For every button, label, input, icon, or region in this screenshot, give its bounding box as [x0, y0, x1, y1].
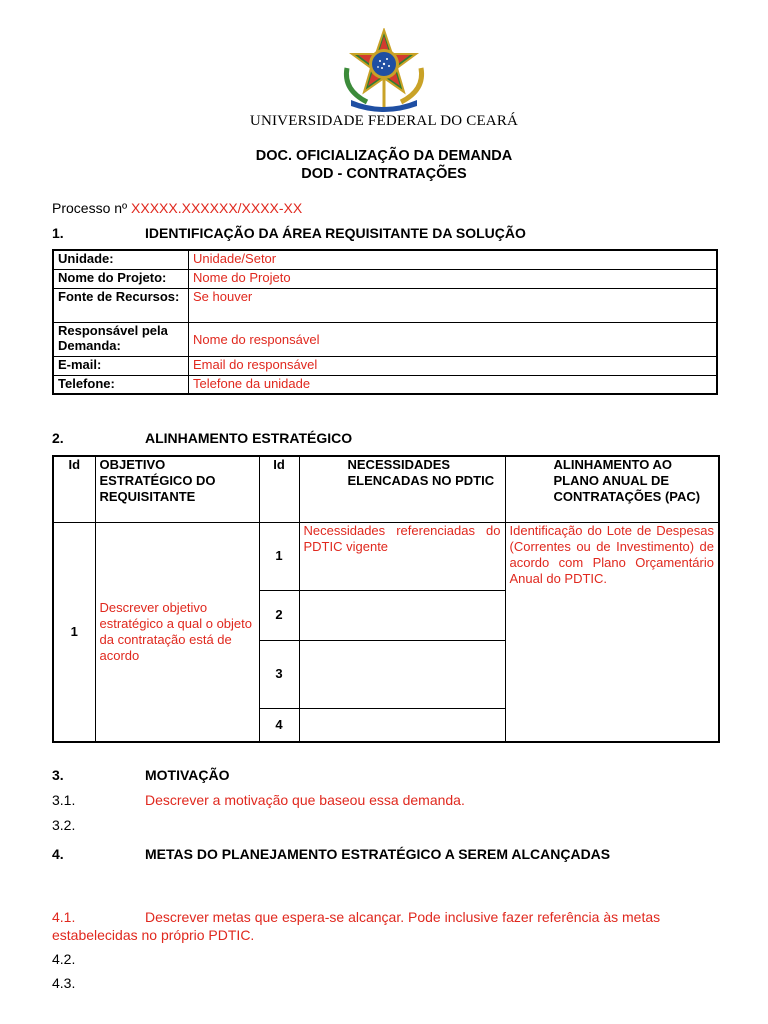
document-title: DOC. OFICIALIZAÇÃO DA DEMANDA — [255, 148, 513, 164]
requesting-area-table — [52, 249, 718, 395]
motivation-item-2 — [52, 817, 145, 833]
item-number: 4.2. — [52, 951, 76, 967]
goals-item-2 — [52, 951, 145, 967]
process-number: XXXXX.XXXXXX/XXXX-XX — [131, 200, 303, 216]
need-empty — [299, 590, 505, 640]
header-id: Id — [53, 456, 95, 522]
field-label: Nome do Projeto: — [53, 269, 189, 288]
table-row — [53, 269, 717, 288]
field-label: Responsável pela Demanda: — [53, 322, 189, 356]
field-value: Nome do responsável — [189, 322, 718, 356]
field-label: Fonte de Recursos: — [53, 288, 189, 322]
objective-id: 1 — [53, 522, 95, 742]
document-subtitle: DOD - CONTRATAÇÕES — [301, 166, 467, 182]
field-label: Telefone: — [53, 375, 189, 394]
field-label: E-mail: — [53, 356, 189, 375]
header-objective: OBJETIVO ESTRATÉGICO DO REQUISITANTE — [95, 456, 259, 522]
table-row — [53, 322, 717, 356]
section-number: 1. — [52, 225, 64, 241]
need-empty — [299, 640, 505, 708]
item-text: Descrever a motivação que baseou essa demanda. — [145, 792, 465, 808]
header-id: Id — [259, 456, 299, 522]
motivation-item-1 — [52, 792, 465, 808]
section-1-heading — [52, 225, 526, 241]
item-text: Descrever metas que espera-se alcançar. Pode inclusive fazer referência às metas — [145, 909, 661, 925]
field-value: Nome do Projeto — [189, 269, 718, 288]
need-id: 2 — [259, 590, 299, 640]
section-title: METAS DO PLANEJAMENTO ESTRATÉGICO A SEREM ALCANÇADAS — [145, 846, 611, 862]
strategic-alignment-table — [52, 455, 720, 743]
section-number: 3. — [52, 767, 64, 783]
section-title: ALINHAMENTO ESTRATÉGICO — [145, 430, 353, 446]
university-name: UNIVERSIDADE FEDERAL DO CEARÁ — [249, 113, 519, 129]
field-value: Email do responsável — [189, 356, 718, 375]
item-number: 3.1. — [52, 792, 76, 808]
field-value: Telefone da unidade — [189, 375, 718, 394]
section-title: IDENTIFICAÇÃO DA ÁREA REQUISITANTE DA SOLUÇÃO — [145, 225, 526, 241]
section-number: 2. — [52, 430, 64, 446]
table-row — [53, 250, 717, 269]
need-id: 3 — [259, 640, 299, 708]
field-value: Se houver — [189, 288, 718, 322]
goals-item-1-continued: estabelecidas no próprio PDTIC. — [52, 927, 255, 943]
table-row — [53, 288, 717, 322]
table-row — [53, 375, 717, 394]
objective-text: Descrever objetivo estratégico a qual o objeto da contratação está de acordo — [95, 522, 259, 742]
goals-item-1 — [52, 909, 660, 925]
table-header-row — [53, 456, 719, 522]
field-label: Unidade: — [53, 250, 189, 269]
pac-text: Identificação do Lote de Despesas (Correntes ou de Investimento) de acordo com Plano Orçamentário Anual do PDTIC. — [505, 522, 719, 742]
header-needs: NECESSIDADES ELENCADAS NO PDTIC — [299, 456, 505, 522]
table-row — [53, 356, 717, 375]
process-label: Processo nº — [52, 200, 128, 216]
table-row — [53, 522, 719, 590]
section-number: 4. — [52, 846, 64, 862]
item-number: 4.1. — [52, 909, 76, 925]
need-empty — [299, 708, 505, 742]
header-pac: ALINHAMENTO AO PLANO ANUAL DE CONTRATAÇÕES (PAC) — [505, 456, 719, 522]
need-id: 1 — [259, 522, 299, 590]
section-4-heading — [52, 846, 610, 862]
section-3-heading — [52, 767, 230, 783]
section-title: MOTIVAÇÃO — [145, 767, 230, 783]
need-text: Necessidades referenciadas do PDTIC vigente — [299, 522, 505, 590]
brazil-coat-of-arms-icon — [337, 28, 431, 112]
item-number: 4.3. — [52, 975, 76, 991]
section-2-heading — [52, 430, 352, 446]
need-id: 4 — [259, 708, 299, 742]
item-number: 3.2. — [52, 817, 76, 833]
process-line — [52, 200, 302, 216]
goals-item-3 — [52, 975, 145, 991]
field-value: Unidade/Setor — [189, 250, 718, 269]
